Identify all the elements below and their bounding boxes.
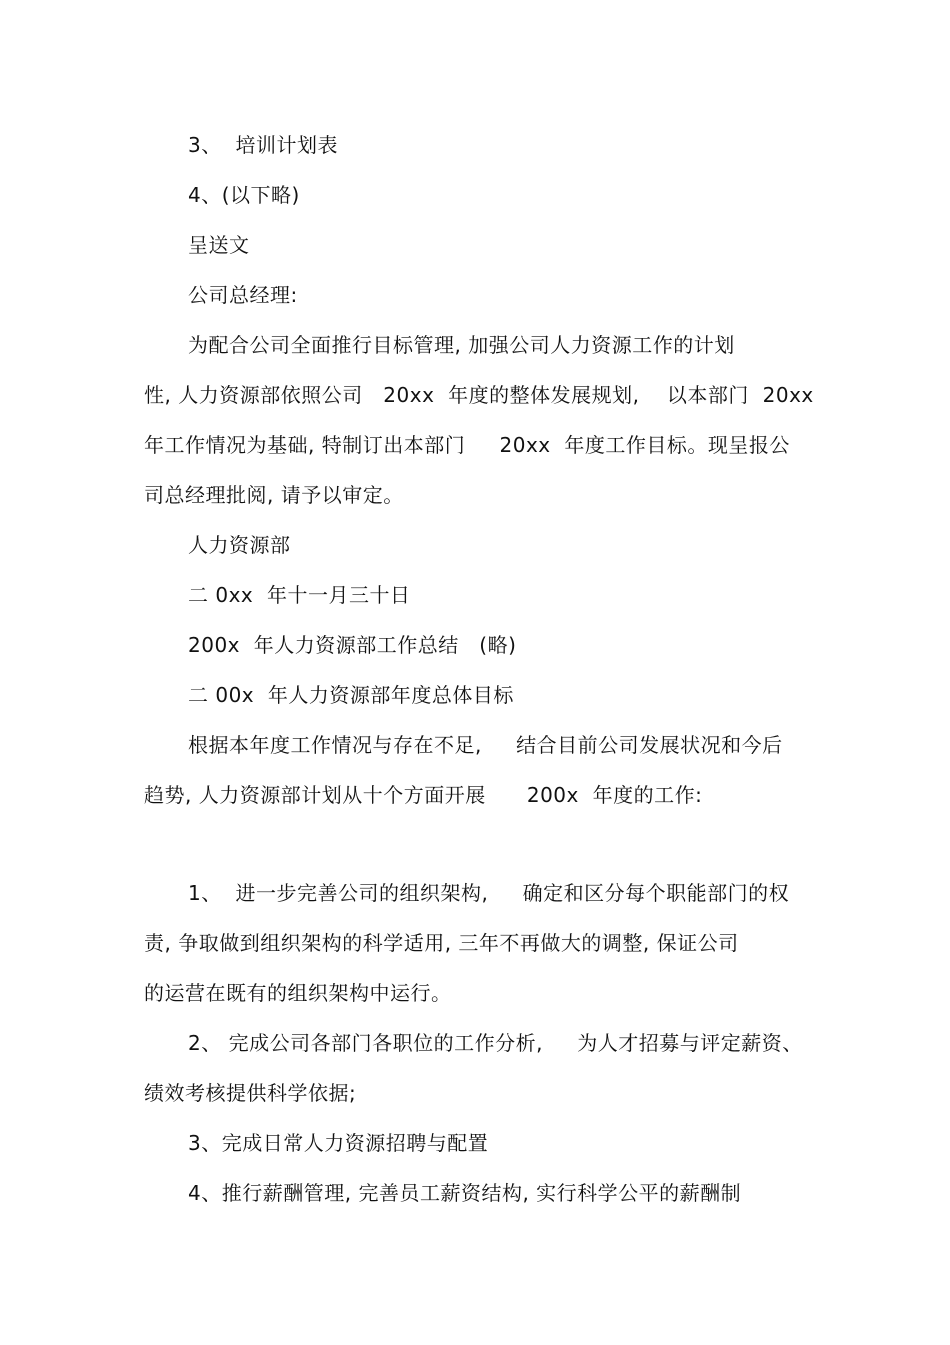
body-paragraph-line: 性, 人力资源部依照公司 20xx 年度的整体发展规划, 以本部门 20xx <box>144 383 814 407</box>
goal-item-1-line: 责, 争取做到组织架构的科学适用, 三年不再做大的调整, 保证公司 <box>144 931 739 955</box>
body-paragraph-line: 年工作情况为基础, 特制订出本部门 20xx 年度工作目标。现呈报公 <box>144 433 790 457</box>
goals-intro-line: 根据本年度工作情况与存在不足, 结合目前公司发展状况和今后 <box>188 733 783 757</box>
attachment-item-4: 4、(以下略) <box>188 183 300 207</box>
goal-item-1-line: 的运营在既有的组织架构中运行。 <box>144 981 452 1005</box>
section-title: 呈送文 <box>188 233 250 257</box>
salutation: 公司总经理: <box>188 283 298 307</box>
summary-heading: 200x 年人力资源部工作总结 (略) <box>188 633 517 657</box>
goal-item-3: 3、完成日常人力资源招聘与配置 <box>188 1131 489 1155</box>
signature-date: 二 0xx 年十一月三十日 <box>188 583 411 607</box>
signature-department: 人力资源部 <box>188 533 291 557</box>
body-paragraph-line: 司总经理批阅, 请予以审定。 <box>144 483 404 507</box>
goal-item-2-line: 2、 完成公司各部门各职位的工作分析, 为人才招募与评定薪资、 <box>188 1031 803 1055</box>
goal-item-1-line: 1、 进一步完善公司的组织架构, 确定和区分每个职能部门的权 <box>188 881 790 905</box>
goal-item-2-line: 绩效考核提供科学依据; <box>144 1081 357 1105</box>
body-paragraph-line: 为配合公司全面推行目标管理, 加强公司人力资源工作的计划 <box>188 333 735 357</box>
goals-heading: 二 00x 年人力资源部年度总体目标 <box>188 683 514 707</box>
goal-item-4-line: 4、推行薪酬管理, 完善员工薪资结构, 实行科学公平的薪酬制 <box>188 1181 742 1205</box>
attachment-item-3: 3、 培训计划表 <box>188 133 338 157</box>
goals-intro-line: 趋势, 人力资源部计划从十个方面开展 200x 年度的工作: <box>144 783 703 807</box>
